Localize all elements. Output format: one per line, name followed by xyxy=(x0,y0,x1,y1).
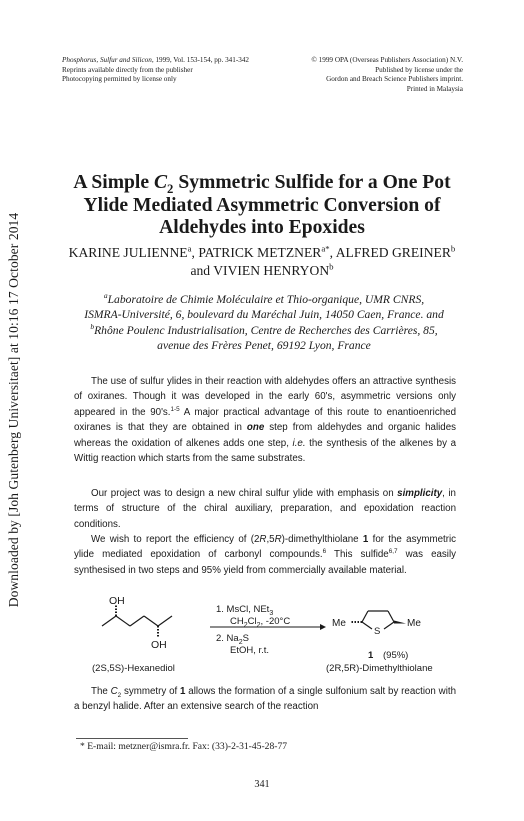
printed-note: Printed in Malaysia xyxy=(406,84,463,93)
thiolane-ring xyxy=(350,611,394,629)
imprint-note: Gordon and Breach Science Publishers imprint. xyxy=(326,75,463,84)
page-number: 341 xyxy=(254,779,270,790)
sulfur-atom: S xyxy=(374,626,381,637)
paper-title xyxy=(40,172,484,240)
author-name: VIVIEN HENRYON xyxy=(213,262,330,278)
hydroxyl-top: OH xyxy=(109,595,125,607)
copyright-note: © 1999 OPA (Overseas Publishers Association) N.V. xyxy=(311,56,463,64)
reaction-scheme xyxy=(92,594,472,676)
affiliation-a: $^a$Laboratoire de Chimie Moléculaire et Thio-organique, UMR CNRS, xyxy=(103,291,425,306)
journal-citation: Phosphorus, Sulfur and Silicon, 1999, Vol. 153-154, pp. 341-342 xyxy=(62,56,250,64)
paragraph-1: The use of sulfur ylides in their reaction with aldehydes offers an attractive synthesis of oxiranes. Though it was developed in the early 60's, asymmetric versions only appeared in the 90's.$^{1-5}$ A major practical advantage of this route to enantioenriched oxiranes is that they are obtained in one step from aldehydes and organic halides whereas the oxidation of alkenes adds one step, i.e. the synthesis of the alkenes by a Wittig reaction which starts from the same substrates. xyxy=(74,376,456,465)
footnote-rule xyxy=(76,738,188,739)
product-label: (2R,5R)-Dimethylthiolane xyxy=(326,663,433,674)
hydroxyl-bottom: OH xyxy=(151,639,167,651)
affiliations: $^a$Laboratoire de Chimie Moléculaire et Thio-organique, UMR CNRS, ISMRA-Université, 6, boulevard du Maréchal Juin, 14050 Caen, France. and $^b$Rhône Poulenc Industrialisation, Centre de Recherches des Carrières, 85, avenue des Frères Penet, 69192 Lyon, France xyxy=(56,292,472,353)
journal-header-left xyxy=(62,56,249,85)
title-line-3: Aldehydes into Epoxides xyxy=(159,217,365,238)
author-name: PATRICK METZNER xyxy=(198,245,322,260)
paragraph-2: Our project was to design a new chiral sulfur ylide with emphasis on simplicity, in terms of structure of the chiral auxiliary, preparation, and epoxidation reaction conditions. xyxy=(74,488,456,530)
license-note: Published by license under the xyxy=(375,65,463,74)
author-name: KARINE JULIENNE xyxy=(68,245,188,260)
reprints-note: Reprints available directly from the publisher xyxy=(62,65,193,74)
footnote: * E-mail: metzner@ismra.fr. Fax: (33)-2-31-45-28-77 xyxy=(80,741,288,752)
product-yield: (95%) xyxy=(383,650,409,661)
methyl-right: Me xyxy=(407,618,421,629)
step-2-conditions: EtOH, r.t. xyxy=(230,645,270,656)
title-line-1: A Simple $C_2$ Symmetric Sulfide for a One Pot xyxy=(73,172,451,196)
step-2: 2. $Na_2S$ xyxy=(216,633,249,646)
title-line-2: Ylide Mediated Asymmetric Conversion of xyxy=(83,194,441,216)
hexanediol-structure xyxy=(102,605,172,637)
step-1-conditions: $CH_2Cl_2$, -20°C xyxy=(230,616,291,629)
affiliation-b: $^b$Rhône Poulenc Industrialisation, Centre de Recherches des Carrières, 85, xyxy=(90,321,438,337)
methyl-left: Me xyxy=(332,618,346,629)
author-list: KARINE JULIENNE$^a$, PATRICK $METZNER^{a*}$, ALFRED GREINER$^b$ and VIVIEN HENRYON$^b$ xyxy=(68,243,456,278)
paragraph-4: The $C_2$ symmetry of 1 allows the formation of a single sulfonium salt by reaction with a benzyl halide. After an extensive search of the reaction xyxy=(74,686,456,713)
author-name: ALFRED GREINER xyxy=(335,245,451,260)
step-1: 1. MsCl, NEt$_3$ xyxy=(216,604,274,617)
starting-material-label: (2S,5S)-Hexanediol xyxy=(92,663,175,674)
paragraph-3: We wish to report the efficiency of (2R,5R)-dimethylthiolane 1 for the asymmetric ylide mediated epoxidation of carbonyl compounds.$^6$ This sulfide$^{6,7}$ was easily synthesised in two steps and 95% yield from commercially available material. xyxy=(74,534,456,576)
journal-header-right xyxy=(311,56,463,94)
download-note: Downloaded by [Joh Gutenberg Universitaet] at 10:16 17 October 2014 xyxy=(6,212,21,608)
photocopy-note: Photocopying permitted by license only xyxy=(62,75,177,84)
product-number: 1 xyxy=(368,650,374,661)
